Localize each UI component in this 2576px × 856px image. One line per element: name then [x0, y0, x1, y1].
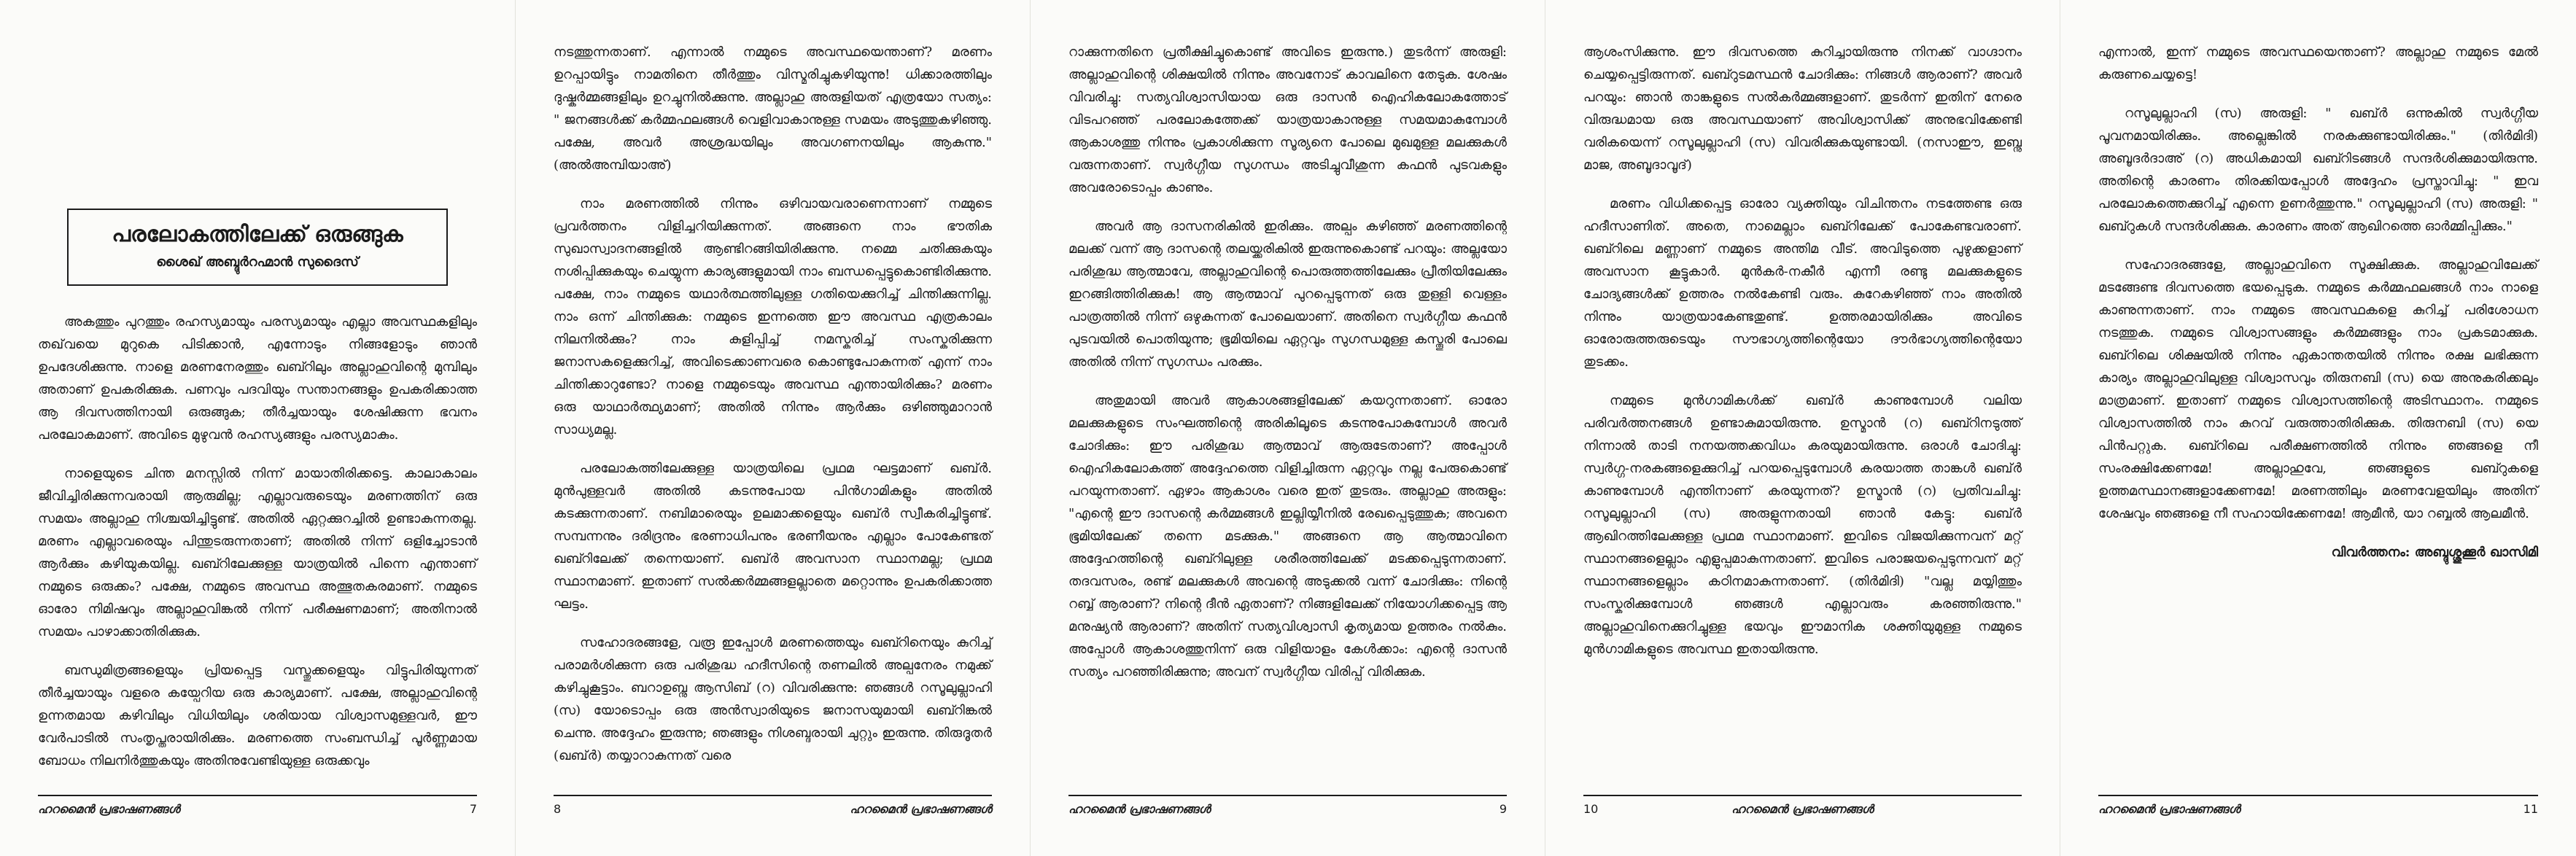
paragraph: നാളെയുടെ ചിന്ത മനസ്സിൽ നിന്ന് മായാതിരിക്കട്ടെ. കാലാകാലം ജീവിച്ചിരിക്കുന്നവരായി ആരുമില്ല; എല്ലാവരുടെയും മരണത്തിന് ഒരു സമയം അല്ലാഹു നിശ്ചയിച്ചിട്ടുണ്ട്. അതിൽ ഏറ്റക്കുറച്ചിൽ ഉണ്ടാകുന്നതല്ല. മരണം എല്ലാവരെയും പിന്തുടരുന്നതാണ്; അതിൽ നിന്ന് ഒളിച്ചോടാൻ ആർക്കും കഴിയുകയില്ല. ഖബ്റിലേക്കുള്ള യാത്രയിൽ പിന്നെ എന്താണ് നമ്മുടെ ഒരുക്കം? പക്ഷേ, നമ്മുടെ അവസ്ഥ അത്ഭുതകരമാണ്. നമ്മുടെ ഓരോ നിമിഷവും അല്ലാഹുവിങ്കൽ നിന്ന് പരീക്ഷണമാണ്; അതിനാൽ സമയം പാഴാക്കാതിരിക്കുക.	[38, 466, 477, 639]
page-11	[2060, 0, 2576, 856]
page-number: 8	[554, 802, 562, 816]
running-title: ഹറമൈൻ പ്രഭാഷണങ്ങൾ	[1731, 802, 1874, 816]
page-9-text	[1068, 41, 1507, 683]
paragraph: പരലോകത്തിലേക്കുള്ള യാത്രയിലെ പ്രഥമ ഘട്ടമാണ് ഖബ്ർ. മുൻപുള്ളവർ അതിൽ കടന്നുപോയ പിൻഗാമികളും അതിൽ കടക്കുന്നതാണ്. നബിമാരെയും ഉലമാക്കളെയും ഖബ്ർ സ്വീകരിച്ചിട്ടുണ്ട്. സമ്പന്നനും ദരിദ്രനും ഭരണാധിപനും ഭരണീയനും എല്ലാം പോകേണ്ടത് ഖബ്റിലേക്ക് തന്നെയാണ്. ഖബ്ർ അവസാന സ്ഥാനമല്ല; പ്രഥമ സ്ഥാനമാണ്. ഇതാണ് സൽക്കർമ്മങ്ങളല്ലാതെ മറ്റൊന്നും ഉപകരിക്കാത്ത ഘട്ടം.	[554, 461, 992, 612]
page-footer	[2098, 795, 2538, 818]
page-footer	[1583, 795, 2022, 818]
paragraph: ആശംസിക്കുന്നു. ഈ ദിവസത്തെ കുറിച്ചായിരുന്നു നിനക്ക് വാഗ്ദാനം ചെയ്യപ്പെട്ടിരുന്നത്. ഖബ്റുടമസ്ഥൻ ചോദിക്കും: നിങ്ങൾ ആരാണ്? അവർ പറയും: ഞാൻ താങ്കളുടെ സൽകർമ്മങ്ങളാണ്. തുടർന്ന് ഇതിന് നേരെ വിരുദ്ധമായ ഒരു അവസ്ഥയാണ് അവിശ്വാസിക്ക് അനുഭവിക്കേണ്ടി വരികയെന്ന് റസൂലുല്ലാഹി (സ) വിവരിക്കുകയുണ്ടായി. (നസാഈ, ഇബ്നു മാജ, അബൂദാവൂദ്)	[1583, 44, 2022, 173]
page-footer	[554, 795, 992, 818]
running-title: ഹറമൈൻ പ്രഭാഷണങ്ങൾ	[2098, 802, 2241, 816]
paragraph: റാക്കുന്നതിനെ പ്രതീക്ഷിച്ചുകൊണ്ട് അവിടെ ഇരുന്നു.) തുടർന്ന് അരുളി: അല്ലാഹുവിന്റെ ശിക്ഷയിൽ നിന്നും അവനോട് കാവലിനെ തേടുക. ശേഷം വിവരിച്ചു: സത്യവിശ്വാസിയായ ഒരു ദാസൻ ഐഹികലോകത്തോട് വിടപറഞ്ഞ് പരലോകത്തേക്ക് യാത്രയാകാനുള്ള സമയമാകുമ്പോൾ ആകാശത്തു നിന്നും പ്രകാശിക്കുന്ന സൂര്യനെ പോലെ മുഖമുള്ള മലക്കുകൾ വരുന്നതാണ്. സ്വർഗ്ഗീയ സുഗന്ധം അടിച്ചുവീശുന്ന കഫൻ പുടവകളും അവരോടൊപ്പം കാണും.	[1068, 44, 1507, 195]
page-8	[515, 0, 1030, 856]
page-number: 9	[1499, 802, 1507, 816]
page-11-text	[2098, 41, 2538, 564]
paragraph: റസൂലുല്ലാഹി (സ) അരുളി: " ഖബ്ർ ഒന്നുകിൽ സ്വർഗ്ഗീയ പൂവനമായിരിക്കും. അല്ലെങ്കിൽ നരകക്കുണ്ടായിരിക്കും." (തിർമിദി) അബൂദർദാഅ് (റ) അധികമായി ഖബ്റിടങ്ങൾ സന്ദർശിക്കുമായിരുന്നു. അതിന്റെ കാരണം തിരക്കിയപ്പോൾ അദ്ദേഹം പ്രസ്താവിച്ചു: " ഇവ പരലോകത്തെക്കുറിച്ച് എന്നെ ഉണർത്തുന്നു." റസൂലുല്ലാഹി (സ) അരുളി: " ഖബ്റുകൾ സന്ദർശിക്കുക. കാരണം അത് ആഖിറത്തെ ഓർമ്മിപ്പിക്കും."	[2098, 106, 2538, 234]
page-7-text	[38, 311, 477, 772]
article-author: ശൈഖ് അബ്ദുർറഹ്മാൻ സുദൈസ്	[156, 254, 359, 270]
page-footer	[1068, 795, 1507, 818]
page-number: 7	[469, 802, 477, 816]
page-10	[1545, 0, 2060, 856]
paragraph: എന്നാൽ, ഇന്ന് നമ്മുടെ അവസ്ഥയെന്താണ്? അല്ലാഹു നമ്മുടെ മേൽ കരുണചെയ്യട്ടെ!	[2098, 44, 2538, 82]
page-number: 11	[2523, 802, 2538, 816]
page-9	[1030, 0, 1545, 856]
page-footer	[38, 795, 477, 818]
paragraph: മരണം വിധിക്കപ്പെട്ട ഓരോ വ്യക്തിയും വിചിന്തനം നടത്തേണ്ട ഒരു ഹദീസാണിത്. അതെ, നാമെല്ലാം ഖബ്റിലേക്ക് പോകേണ്ടവരാണ്. ഖബ്റിലെ മണ്ണാണ് നമ്മുടെ അന്തിമ വീട്. അവിടുത്തെ പുഴുക്കളാണ് അവസാന കൂട്ടുകാർ. മുൻകർ-നകീർ എന്നീ രണ്ടു മലക്കുകളുടെ ചോദ്യങ്ങൾക്ക് ഉത്തരം നൽകേണ്ടി വരും. കുറേകഴിഞ്ഞ് നാം അതിൽ നിന്നും യാത്രയാകേണ്ടതുണ്ട്. ഉത്തരമായിരിക്കും അവിടെ ഓരോരുത്തരുടെയും സൗഭാഗ്യത്തിന്റെയോ ദൗർഭാഗ്യത്തിന്റെയോ തുടക്കം.	[1583, 196, 2022, 370]
running-title: ഹറമൈൻ പ്രഭാഷണങ്ങൾ	[38, 802, 180, 816]
paragraph: അതുമായി അവർ ആകാശങ്ങളിലേക്ക് കയറുന്നതാണ്. ഓരോ മലക്കുകളുടെ സംഘത്തിന്റെ അരികിലൂടെ കടന്നുപോകുമ്പോൾ അവർ ചോദിക്കും: ഈ പരിശുദ്ധ ആത്മാവ് ആരുടേതാണ്? അപ്പോൾ ഐഹികലോകത്ത് അദ്ദേഹത്തെ വിളിച്ചിരുന്ന ഏറ്റവും നല്ല പേരുകൊണ്ട് പറയുന്നതാണ്. ഏഴാം ആകാശം വരെ ഇത് തുടരും. അല്ലാഹു അരുളും: "എന്റെ ഈ ദാസന്റെ കർമ്മങ്ങൾ ഇല്ലിയ്യീനിൽ രേഖപ്പെടുത്തുക; അവനെ ഭൂമിയിലേക്ക് തന്നെ മടക്കുക." അങ്ങനെ ആ ആത്മാവിനെ അദ്ദേഹത്തിന്റെ ഖബ്റിലുള്ള ശരീരത്തിലേക്ക് മടക്കപ്പെടുന്നതാണ്. തദവസരം, രണ്ട് മലക്കുകൾ അവന്റെ അടുക്കൽ വന്ന് ചോദിക്കും: നിന്റെ റബ്ബ് ആരാണ്? നിന്റെ ദീൻ ഏതാണ്? നിങ്ങളിലേക്ക് നിയോഗിക്കപ്പെട്ട ആ മനുഷ്യൻ ആരാണ്? അതിന് സത്യവിശ്വാസി കൃത്യമായ ഉത്തരം നൽകും. അപ്പോൾ ആകാശത്തുനിന്ന് ഒരു വിളിയാളം കേൾക്കാം: എന്റെ ദാസൻ സത്യം പറഞ്ഞിരിക്കുന്നു; അവന് സ്വർഗ്ഗീയ വിരിപ്പ് വിരിക്കുക.	[1068, 393, 1507, 680]
paragraph: ബന്ധുമിത്രങ്ങളെയും പ്രിയപ്പെട്ട വസ്തുക്കളെയും വിട്ടുപിരിയുന്നത് തീർച്ചയായും വളരെ കയ്പേറിയ ഒരു കാര്യമാണ്. പക്ഷേ, അല്ലാഹുവിന്റെ ഉന്നതമായ കഴിവിലും വിധിയിലും ശരിയായ വിശ്വാസമുള്ളവർ, ഈ വേർപാടിൽ സംതൃപ്തരായിരിക്കും. മരണത്തെ സംബന്ധിച്ച് പൂർണ്ണമായ ബോധം നിലനിർത്തുകയും അതിനുവേണ്ടിയുള്ള ഒരുക്കവും	[38, 663, 477, 769]
paragraph: സഹോദരങ്ങളേ, അല്ലാഹുവിനെ സൂക്ഷിക്കുക. അല്ലാഹുവിലേക്ക് മടങ്ങേണ്ട ദിവസത്തെ ഭയപ്പെടുക. നമ്മുടെ കർമ്മഫലങ്ങൾ നാം നാളെ കാണുന്നതാണ്. നാം നമ്മുടെ അവസ്ഥകളെ കുറിച്ച് പരിശോധന നടത്തുക. നമ്മുടെ വിശ്വാസങ്ങളും കർമ്മങ്ങളും നാം പ്രകടമാക്കുക. ഖബ്റിലെ ശിക്ഷയിൽ നിന്നും ഏകാന്തതയിൽ നിന്നും രക്ഷ ലഭിക്കുന്ന കാര്യം അല്ലാഹുവിലുള്ള വിശ്വാസവും തിരുനബി (സ) യെ അനുകരിക്കലും മാത്രമാണ്. ഇതാണ് നമ്മുടെ വിശ്വാസത്തിന്റെ അടിസ്ഥാനം. നമ്മുടെ വിശ്വാസത്തിൽ നാം കുറവ് വരുത്താതിരിക്കുക. തിരുനബി (സ) യെ പിൻപറ്റുക. ഖബ്റിലെ പരീക്ഷണത്തിൽ നിന്നും ഞങ്ങളെ നീ സംരക്ഷിക്കേണമേ! അല്ലാഹുവേ, ഞങ്ങളുടെ ഖബ്റുകളെ ഉത്തമസ്ഥാനങ്ങളാക്കേണമേ! മരണത്തിലും മരണവേളയിലും അതിന് ശേഷവും ഞങ്ങളെ നീ സഹായിക്കേണമേ! ആമീൻ, യാ റബ്ബൽ ആലമീൻ.	[2098, 257, 2538, 521]
article-title: പരലോകത്തിലേക്ക് ഒരുങ്ങുക	[112, 222, 403, 247]
running-title: ഹറമൈൻ പ്രഭാഷണങ്ങൾ	[850, 802, 992, 816]
page-8-text	[554, 41, 992, 767]
article-title-box	[67, 209, 448, 286]
paragraph: അകത്തും പുറത്തും രഹസ്യമായും പരസ്യമായും എല്ലാ അവസ്ഥകളിലും തഖ്‌വയെ മുറുകെ പിടിക്കാൻ, എന്നോടും നിങ്ങളോടും ഞാൻ ഉപദേശിക്കുന്നു. നാളെ മരണനേരത്തും ഖബ്റിലും അല്ലാഹുവിന്റെ മുമ്പിലും അതാണ് ഉപകരിക്കുക. പണവും പദവിയും സന്താനങ്ങളും ഉപകരിക്കാത്ത ആ ദിവസത്തിനായി ഒരുങ്ങുക; തീർച്ചയായും ശേഷിക്കുന്ന ഭവനം പരലോകമാണ്. അവിടെ മുഴുവൻ രഹസ്യങ്ങളും പരസ്യമാകും.	[38, 314, 477, 443]
paragraph: നാം മരണത്തിൽ നിന്നും ഒഴിവായവരാണെന്നാണ് നമ്മുടെ പ്രവർത്തനം വിളിച്ചറിയിക്കുന്നത്. അങ്ങനെ നാം ഭൗതിക സുഖാസ്വാദനങ്ങളിൽ ആണ്ടിറങ്ങിയിരിക്കുന്നു. നമ്മെ ചതിക്കുകയും നശിപ്പിക്കുകയും ചെയ്യുന്ന കാര്യങ്ങളുമായി നാം ബന്ധപ്പെട്ടുകൊണ്ടിരിക്കുന്നു. പക്ഷേ, നാം നമ്മുടെ യഥാർത്ഥത്തിലുള്ള ഗതിയെക്കുറിച്ച് ചിന്തിക്കുന്നില്ല. നാം ഒന്ന് ചിന്തിക്കുക: നമ്മുടെ ഇന്നത്തെ ഈ അവസ്ഥ എത്രകാലം നിലനിൽക്കും? നാം കുളിപ്പിച്ച് നമസ്കരിച്ച് സംസ്കരിക്കുന്ന ജനാസകളെക്കുറിച്ച്, അവിടെക്കാണവരെ കൊണ്ടുപോകുന്നത് എന്ന് നാം ചിന്തിക്കാറുണ്ടോ? നാളെ നമ്മുടെയും അവസ്ഥ എന്തായിരിക്കും? മരണം ഒരു യാഥാർത്ഥ്യമാണ്; അതിൽ നിന്നും ആർക്കും ഒഴിഞ്ഞുമാറാൻ സാധ്യമല്ല.	[554, 196, 992, 437]
page-7	[0, 0, 515, 856]
page-10-text	[1583, 41, 2022, 661]
paragraph: നമ്മുടെ മുൻഗാമികൾക്ക് ഖബ്ർ കാണുമ്പോൾ വലിയ പരിവർത്തനങ്ങൾ ഉണ്ടാകുമായിരുന്നു. ഉസ്മാൻ (റ) ഖബ്റിനടുത്ത് നിന്നാൽ താടി നനയത്തക്കവിധം കരയുമായിരുന്നു. ഒരാൾ ചോദിച്ചു: സ്വർഗ്ഗ-നരകങ്ങളെക്കുറിച്ച് പറയപ്പെടുമ്പോൾ കരയാത്ത താങ്കൾ ഖബ്ർ കാണുമ്പോൾ എന്തിനാണ് കരയുന്നത്? ഉസ്മാൻ (റ) പ്രതിവചിച്ചു: റസൂലുല്ലാഹി (സ) അരുളുന്നതായി ഞാൻ കേട്ടു: ഖബ്ർ ആഖിറത്തിലേക്കുള്ള പ്രഥമ സ്ഥാനമാണ്. ഇവിടെ വിജയിക്കുന്നവന് മറ്റ് സ്ഥാനങ്ങളെല്ലാം എളുപ്പമാകുന്നതാണ്. ഇവിടെ പരാജയപ്പെടുന്നവന് മറ്റ് സ്ഥാനങ്ങളെല്ലാം കഠിനമാകുന്നതാണ്. (തിർമിദി) "വല്ല മയ്യിത്തും സംസ്കരിക്കുമ്പോൾ ഞങ്ങൾ എല്ലാവരും കരഞ്ഞിരുന്നു." അല്ലാഹുവിനെക്കുറിച്ചുള്ള ഭയവും ഈമാനിക ശക്തിയുമുള്ള നമ്മുടെ മുൻഗാമികളുടെ അവസ്ഥ ഇതായിരുന്നു.	[1583, 393, 2022, 657]
running-title: ഹറമൈൻ പ്രഭാഷണങ്ങൾ	[1068, 802, 1211, 816]
paragraph: നടത്തുന്നതാണ്. എന്നാൽ നമ്മുടെ അവസ്ഥയെന്താണ്? മരണം ഉറപ്പായിട്ടും നാമതിനെ തീർത്തും വിസ്മരിച്ചുകഴിയുന്നു! ധിക്കാരത്തിലും ദുഷ്കർമ്മങ്ങളിലും ഉറച്ചുനിൽക്കുന്നു. അല്ലാഹു അരുളിയത് എത്രയോ സത്യം: " ജനങ്ങൾക്ക് കർമ്മഫലങ്ങൾ വെളിവാകാനുള്ള സമയം അടുത്തുകഴിഞ്ഞു. പക്ഷേ, അവർ അശ്രദ്ധയിലും അവഗണനയിലും ആകുന്നു." (അൽഅമ്പിയാഅ്)	[554, 44, 992, 173]
page-number: 10	[1583, 802, 1599, 816]
translator-credit: വിവർത്തനം: അബ്ദുശ്ശുക്കൂർ ഖാസിമി	[2331, 545, 2538, 560]
paragraph: അവർ ആ ദാസനരികിൽ ഇരിക്കും. അല്പം കഴിഞ്ഞ് മരണത്തിന്റെ മലക്ക് വന്ന് ആ ദാസന്റെ തലയ്ക്കരികിൽ ഇരുന്നുകൊണ്ട് പറയും: അല്ലയോ പരിശുദ്ധ ആത്മാവേ, അല്ലാഹുവിന്റെ പൊരുത്തത്തിലേക്കും പ്രീതിയിലേക്കും ഇറങ്ങിത്തിരിക്കുക! ആ ആത്മാവ് പുറപ്പെടുന്നത് ഒരു തുള്ളി വെള്ളം പാത്രത്തിൽ നിന്ന് ഒഴുകുന്നത് പോലെയാണ്. അതിനെ സ്വർഗ്ഗീയ കഫൻ പുടവയിൽ പൊതിയുന്നു; ഭൂമിയിലെ ഏറ്റവും സുഗന്ധമുള്ള കസ്തൂരി പോലെ അതിൽ നിന്ന് സുഗന്ധം പരക്കും.	[1068, 219, 1507, 370]
paragraph: സഹോദരങ്ങളേ, വരൂ ഇപ്പോൾ മരണത്തെയും ഖബ്റിനെയും കുറിച്ച് പരാമർശിക്കുന്ന ഒരു പരിശുദ്ധ ഹദീസിന്റെ തണലിൽ അല്പനേരം നമുക്ക് കഴിച്ചുകൂട്ടാം. ബറാഉബ്നു ആസിബ് (റ) വിവരിക്കുന്നു: ഞങ്ങൾ റസൂലുല്ലാഹി (സ) യോടൊപ്പം ഒരു അൻസ്വാരിയുടെ ജനാസയുമായി ഖബ്റിങ്കൽ ചെന്നു. അദ്ദേഹം ഇരുന്നു; ഞങ്ങളും നിശബ്ദരായി ചുറ്റും ഇരുന്നു. തിരുദൂതർ (ഖബ്ർ) തയ്യാറാകുന്നത് വരെ	[554, 635, 992, 763]
